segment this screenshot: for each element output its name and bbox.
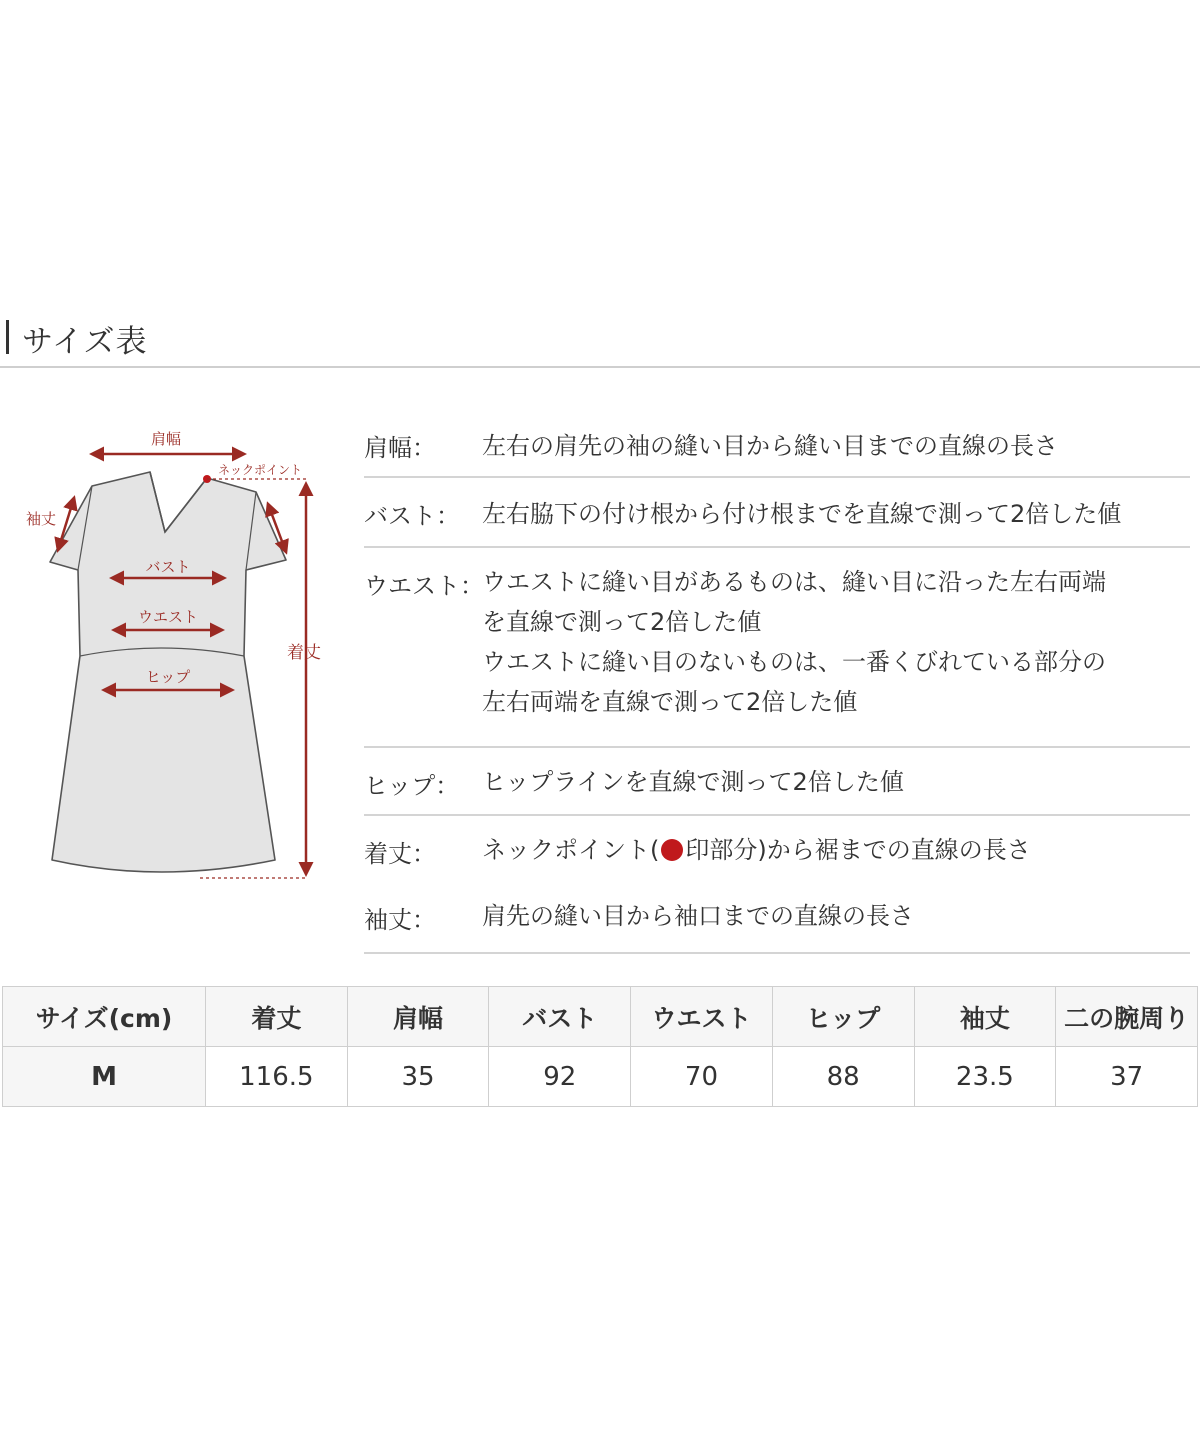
dress-measurement-diagram [0,420,340,900]
column-header: 肩幅 [347,987,489,1047]
definition-sleeve [364,882,1190,954]
sleeve-label: 袖丈 [26,510,57,528]
title-divider [0,366,1200,368]
definition-term: 着丈： [364,840,436,868]
size-table [2,986,1198,1107]
definition-length [364,816,1190,882]
definition-term: 袖丈： [364,906,436,934]
table-cell: 23.5 [914,1047,1056,1107]
column-header: 着丈 [206,987,348,1047]
definition-text: 左右脇下の付け根から付け根までを直線で測って2倍した値 [482,500,1122,528]
definition-text [482,830,1031,870]
definition-line: 左右両端を直線で測って2倍した値 [482,688,858,716]
page-title: サイズ表 [22,324,148,360]
definition-waist [364,548,1190,748]
definition-term: ウエスト： [364,572,484,600]
definition-term: ヒップ： [364,772,460,800]
definition-text: 左右の肩先の袖の縫い目から縫い目までの直線の長さ [482,432,1058,460]
definition-line: を直線で測って2倍した値 [482,608,762,636]
definition-text-part: ネックポイント( [482,836,660,864]
definition-bust [364,478,1190,548]
column-header: サイズ(cm) [3,987,206,1047]
table-cell: 70 [631,1047,773,1107]
table-cell: 88 [772,1047,914,1107]
table-cell: 92 [489,1047,631,1107]
table-row [3,1047,1198,1107]
definition-text: ヒップラインを直線で測って2倍した値 [482,768,904,796]
hip-label: ヒップ [145,668,191,686]
definition-line: ウエストに縫い目があるものは、縫い目に沿った左右両端 [482,568,1106,596]
definition-line: ウエストに縫い目のないものは、一番くびれている部分の [482,648,1106,676]
column-header: ウエスト [631,987,773,1047]
table-cell: 116.5 [206,1047,348,1107]
measurement-definitions [364,410,1190,954]
definition-text-part: 印部分)から裾までの直線の長さ [685,836,1031,864]
shoulder-label: 肩幅 [150,430,182,448]
column-header: ヒップ [772,987,914,1047]
definition-hip [364,748,1190,816]
title-accent-bar [6,320,9,354]
bust-label: バスト [145,558,191,576]
table-cell: 37 [1056,1047,1198,1107]
definition-text: 肩先の縫い目から袖口までの直線の長さ [482,902,914,930]
red-dot-icon [661,839,683,861]
column-header: バスト [489,987,631,1047]
definition-shoulder [364,410,1190,478]
table-cell: 35 [347,1047,489,1107]
column-header: 二の腕周り [1056,987,1198,1047]
definition-term: バスト： [364,502,460,530]
waist-label: ウエスト [137,608,199,626]
dress-illustration [0,420,340,900]
table-cell: M [3,1047,206,1107]
table-header-row [3,987,1198,1047]
section-header [0,308,1200,368]
definition-text [482,562,1106,722]
length-label: 着丈 [287,643,321,663]
neck-point-label: ネックポイント [218,463,303,477]
definition-term: 肩幅： [364,434,436,462]
column-header: 袖丈 [914,987,1056,1047]
